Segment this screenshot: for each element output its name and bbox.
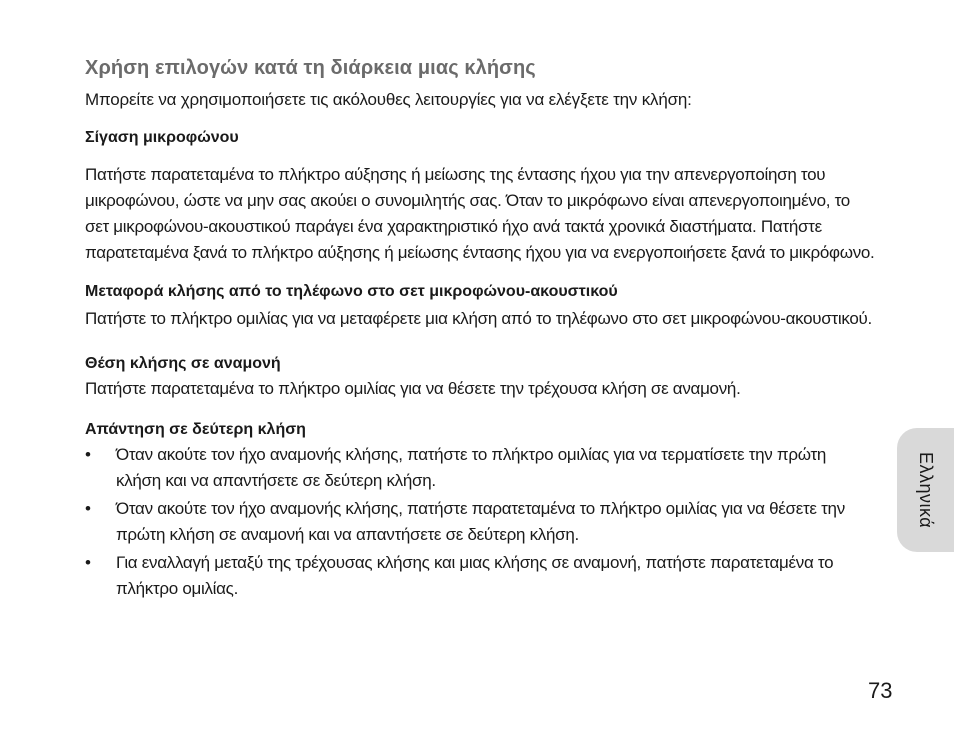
- list-item: [85, 496, 875, 548]
- section-text: Πατήστε το πλήκτρο ομιλίας για να μεταφέρετε μια κλήση από το τηλέφωνο στο σετ μικροφώνου-ακουστικού.: [85, 309, 872, 328]
- list-item: [85, 442, 875, 494]
- section-heading: Μεταφορά κλήσης από το τηλέφωνο στο σετ μικροφώνου-ακουστικού: [85, 283, 618, 300]
- bullet-icon: •: [85, 553, 91, 572]
- bullet-list: [85, 442, 875, 602]
- section-hold-call: [85, 352, 875, 402]
- section-text: Πατήστε παρατεταμένα το πλήκτρο ομιλίας για να θέσετε την τρέχουσα κλήση σε αναμονή.: [85, 379, 741, 398]
- page-content: [85, 54, 875, 602]
- section-heading: Σίγαση μικροφώνου: [85, 129, 239, 146]
- page-title: Χρήση επιλογών κατά τη διάρκεια μιας κλήσης: [85, 57, 536, 79]
- language-tab-label: Ελληνικά: [916, 451, 936, 529]
- list-item: [85, 550, 875, 602]
- section-text: Πατήστε παρατεταμένα το πλήκτρο αύξησης ή μείωσης της έντασης ήχου για την απενεργοποίηση του μικροφώνου, ώστε να μην σας ακούει ο συνομιλητής σας. Όταν το μικρόφωνο είναι απενεργοποιημένο, το σετ μικροφώνου-ακουστικού παράγει ένα χαρακτηριστικό ήχο ανά τακτά χρονικά διαστήματα. Πατήστε παρατεταμένα ξανά το πλήκτρο αύξησης ή μείωσης έντασης ήχου για να ενεργοποιήσετε ξανά το μικρόφωνο.: [85, 165, 875, 262]
- list-item-text: Όταν ακούτε τον ήχο αναμονής κλήσης, πατήστε παρατεταμένα το πλήκτρο ομιλίας για να θέσετε την πρώτη κλήση σε αναμονή και να απαντήσετε σε δεύτερη κλήση.: [116, 499, 845, 544]
- list-item-text: Για εναλλαγή μεταξύ της τρέχουσας κλήσης και μιας κλήσης σε αναμονή, πατήστε παρατεταμένα το πλήκτρο ομιλίας.: [116, 553, 834, 598]
- section-transfer-call: [85, 280, 875, 332]
- bullet-icon: •: [85, 445, 91, 464]
- language-side-tab: [897, 428, 954, 552]
- list-item-text: Όταν ακούτε τον ήχο αναμονής κλήσης, πατήστε το πλήκτρο ομιλίας για να τερματίσετε την πρώτη κλήση και να απαντήσετε σε δεύτερη κλήση.: [116, 445, 827, 490]
- page-number: 73: [868, 678, 893, 703]
- section-answer-second-call: [85, 418, 875, 602]
- bullet-icon: •: [85, 499, 91, 518]
- section-heading: Θέση κλήσης σε αναμονή: [85, 355, 281, 372]
- intro-text: Μπορείτε να χρησιμοποιήσετε τις ακόλουθες λειτουργίες για να ελέγξετε την κλήση:: [85, 90, 692, 109]
- section-heading: Απάντηση σε δεύτερη κλήση: [85, 421, 306, 438]
- section-mute-microphone: [85, 126, 875, 266]
